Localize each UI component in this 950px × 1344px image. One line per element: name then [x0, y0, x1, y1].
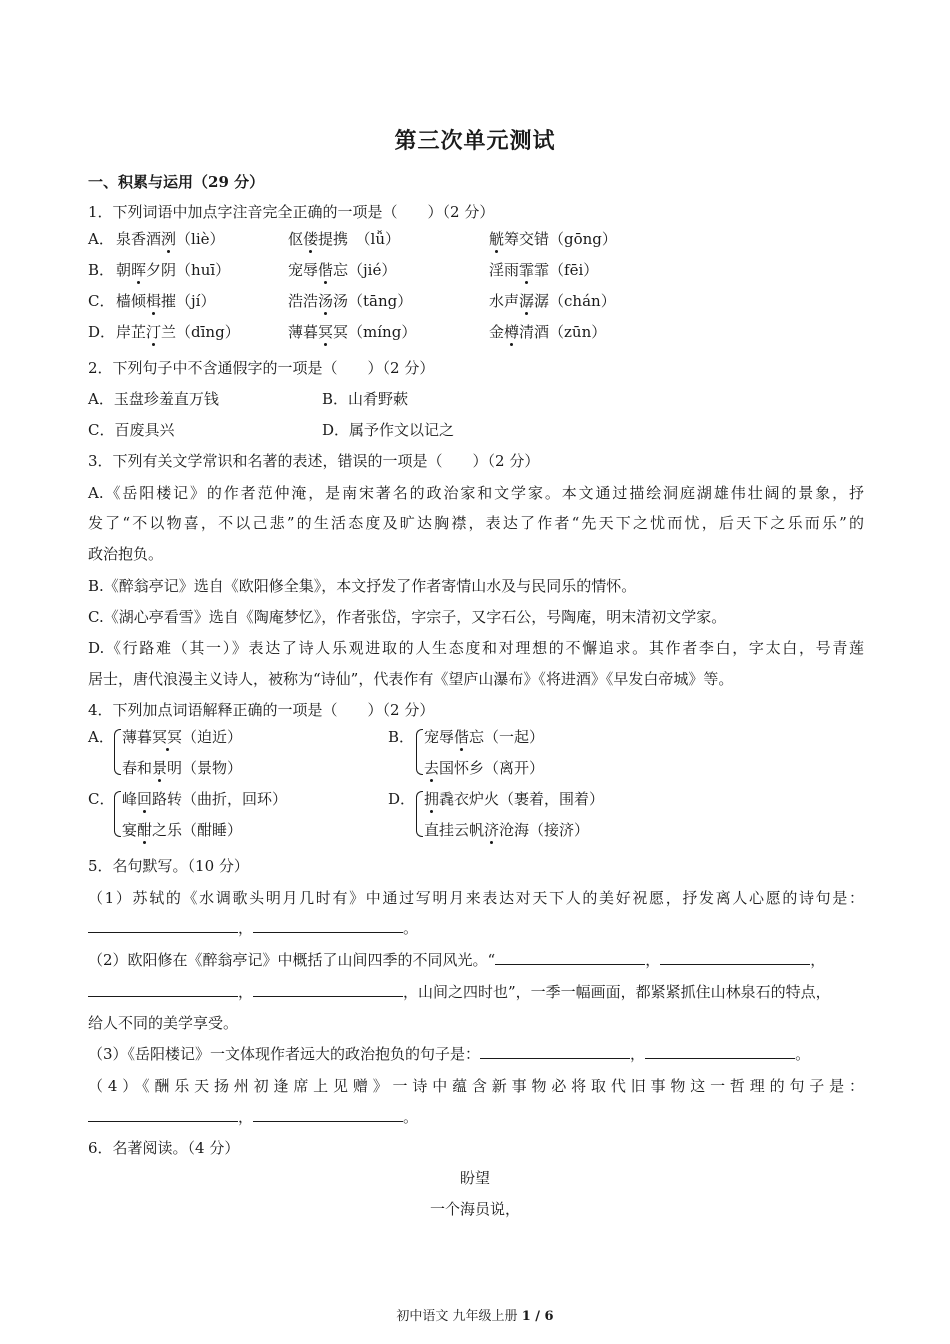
q4-item: 宴酣之乐（酣睡）	[122, 821, 243, 839]
q4-option-label: B．	[388, 728, 415, 746]
q4-item: 宠辱偕忘（一起）	[424, 728, 545, 746]
q2-option-a: A．玉盘珍羞直万钱	[88, 390, 219, 408]
q1-option-item: 伛偻提携 （lǚ）	[288, 230, 400, 248]
q5-sub3-line: （3）《岳阳楼记》一文体现作者远大的政治抱负的句子是： ， 。	[88, 1045, 811, 1063]
answer-blank[interactable]	[480, 1044, 630, 1059]
answer-blank[interactable]	[253, 982, 403, 997]
page-footer: 初中语文 九年级上册 1 / 6	[396, 1309, 554, 1324]
q4-item: 拥毳衣炉火（裹着，围着）	[424, 790, 605, 808]
poem-title: 盼望	[459, 1169, 490, 1187]
q4-item: 峰回路转（曲折，回环）	[122, 790, 288, 808]
q1-option-item: 泉香酒洌（liè）	[116, 230, 225, 248]
q5-sub2-line: （2）欧阳修在《醉翁亭记》中概括了山间四季的不同风光。“ ， ，	[88, 951, 826, 969]
q3-option-d-line: 居士，唐代浪漫主义诗人，被称为“诗仙”，代表作有《望庐山瀑布》《将进酒》《早发白帝城》等。	[88, 670, 734, 688]
answer-blank[interactable]	[253, 918, 403, 933]
q5-sub2-line: 给人不同的美学享受。	[88, 1014, 239, 1032]
q2-option-b: B．山肴野蔌	[322, 390, 409, 408]
q5-sub1-text: （1）苏轼的《水调歌头明月几时有》中通过写明月来表达对天下人的美好祝愿，抒发离人心愿的诗句是：	[88, 889, 864, 907]
q1-option-item: 宠辱偕忘（jié）	[288, 261, 397, 279]
q2-option-d: D．属予作文以记之	[322, 421, 455, 439]
q1-option-label: B．	[88, 261, 115, 279]
q1-option-item: 淫雨霏霏（fēi）	[489, 261, 599, 279]
q4-item: 去国怀乡（离开）	[424, 759, 545, 777]
q5-sub4-text: （4）《酬乐天扬州初逢席上见赠》一诗中蕴含新事物必将取代旧事物这一哲理的句子是：	[88, 1077, 864, 1095]
q5-sub4-answer-line: ， 。	[88, 1107, 418, 1127]
q4-brace	[416, 791, 423, 837]
q3-option-b: B.《醉翁亭记》选自《欧阳修全集》，本文抒发了作者寄情山水及与民同乐的情怀。	[88, 577, 637, 595]
q3-option-a-line: A.《岳阳楼记》的作者范仲淹，是南宋著名的政治家和文学家。本文通过描绘洞庭湖雄伟壮阔的景象，抒	[88, 484, 864, 502]
q1-option-label: A．	[88, 230, 114, 248]
q1-option-item: 金樽清酒（zūn）	[489, 323, 607, 341]
answer-blank[interactable]	[495, 950, 645, 965]
answer-blank[interactable]	[645, 1044, 795, 1059]
q3-option-a-line: 政治抱负。	[88, 545, 164, 563]
q3-option-d-line: D.《行路难（其一）》表达了诗人乐观进取的人生态度和对理想的不懈追求。其作者李白，字太白，号青莲	[88, 639, 864, 657]
page-title: 第三次单元测试	[394, 128, 556, 154]
q4-item: 薄暮冥冥（迫近）	[122, 728, 243, 746]
q1-option-item: 樯倾楫摧（jí）	[116, 292, 216, 310]
question-1-stem: 1．下列词语中加点字注音完全正确的一项是（ ）（2 分）	[88, 203, 495, 221]
q4-brace	[114, 791, 121, 837]
q1-option-label: C．	[88, 292, 115, 310]
q4-option-label: D．	[388, 790, 416, 808]
answer-blank[interactable]	[88, 1107, 238, 1122]
page-number: 1 / 6	[521, 1309, 554, 1324]
q1-option-item: 水声潺潺（chán）	[489, 292, 616, 310]
q1-option-item: 岸芷汀兰（dīng）	[116, 323, 240, 341]
q2-option-c: C．百废具兴	[88, 421, 175, 439]
section-heading: 一、积累与运用（29 分）	[88, 173, 265, 191]
q4-item: 春和景明（景物）	[122, 759, 243, 777]
q4-item: 直挂云帆济沧海（接济）	[424, 821, 590, 839]
q4-option-label: A．	[88, 728, 114, 746]
q4-option-label: C．	[88, 790, 115, 808]
q4-brace	[416, 729, 423, 775]
q1-option-item: 浩浩汤汤（tāng）	[288, 292, 413, 310]
poem-line: 一个海员说，	[429, 1200, 520, 1218]
q3-option-a-line: 发了“不以物喜，不以己悲”的生活态度及旷达胸襟，表达了作者“先天下之忧而忧，后天下之乐而乐”的	[88, 514, 864, 532]
q1-option-item: 觥筹交错（gōng）	[489, 230, 617, 248]
answer-blank[interactable]	[88, 918, 238, 933]
answer-blank[interactable]	[660, 950, 810, 965]
question-2-stem: 2．下列句子中不含通假字的一项是（ ）（2 分）	[88, 359, 435, 377]
question-3-stem: 3．下列有关文学常识和名著的表述，错误的一项是（ ）（2 分）	[88, 452, 540, 470]
question-6-stem: 6．名著阅读。（4 分）	[88, 1139, 240, 1157]
question-4-stem: 4．下列加点词语解释正确的一项是（ ）（2 分）	[88, 701, 435, 719]
answer-blank[interactable]	[253, 1107, 403, 1122]
q5-sub2-line: ， ，山间之四时也”，一季一幅画面，都紧紧抓住山林泉石的特点，	[88, 982, 831, 1002]
q4-brace	[114, 729, 121, 775]
question-5-stem: 5．名句默写。（10 分）	[88, 857, 249, 875]
q1-option-label: D．	[88, 323, 116, 341]
answer-blank[interactable]	[88, 982, 238, 997]
q5-sub1-answer-line: ， 。	[88, 918, 418, 938]
q1-option-item: 薄暮冥冥（míng）	[288, 323, 417, 341]
q1-option-item: 朝晖夕阴（huī）	[116, 261, 231, 279]
q3-option-c: C.《湖心亭看雪》选自《陶庵梦忆》，作者张岱，字宗子，又字石公，号陶庵，明末清初文学家。	[88, 608, 727, 626]
